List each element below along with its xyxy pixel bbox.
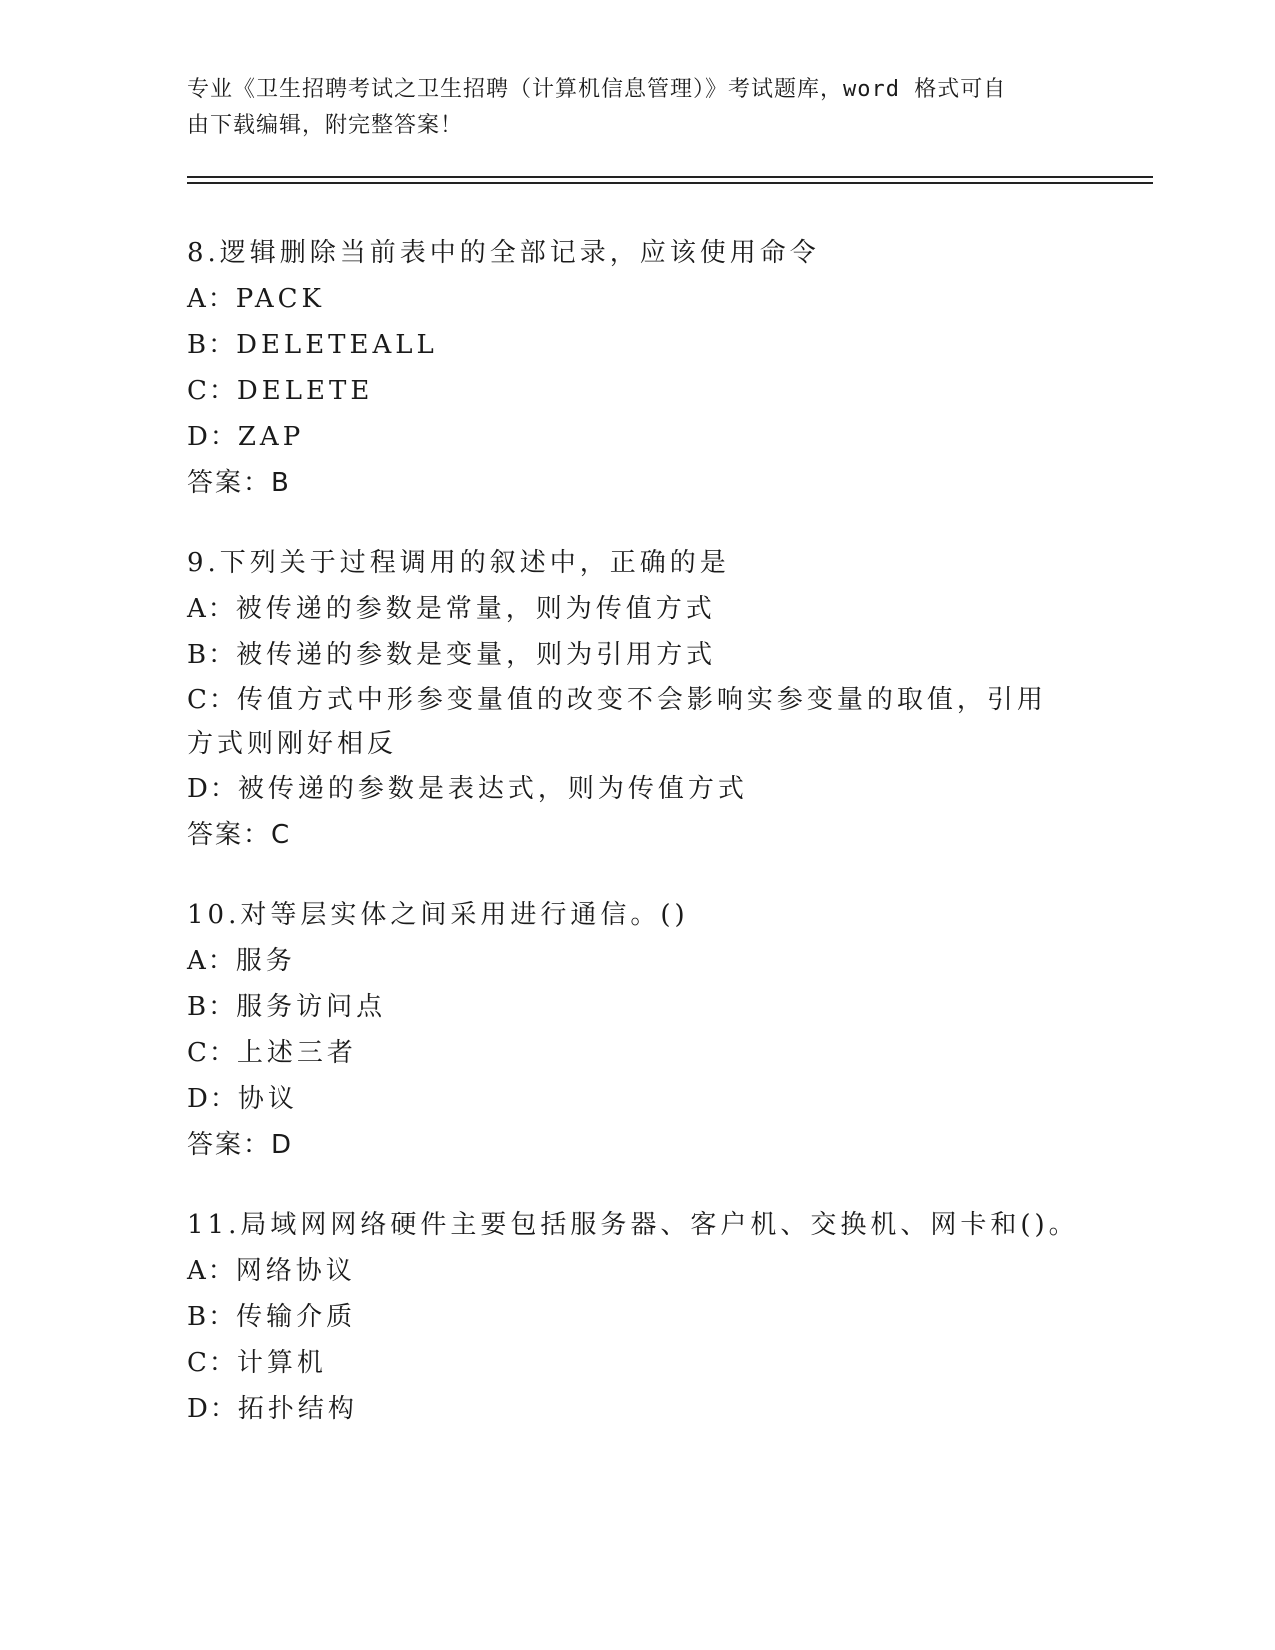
option-a xyxy=(187,938,1087,984)
option-d xyxy=(187,766,1087,812)
option-key: A： xyxy=(187,1256,236,1286)
option-text: 被传递的参数是常量，则为传值方式 xyxy=(235,594,716,624)
option-text: DELETE xyxy=(236,376,374,406)
question-10 xyxy=(187,892,1087,1168)
option-text: 协议 xyxy=(237,1084,298,1114)
question-stem: 10.对等层实体之间采用进行通信。() xyxy=(187,900,689,930)
option-text: 网络协议 xyxy=(235,1256,356,1286)
option-text: 计算机 xyxy=(236,1348,327,1378)
option-key: C： xyxy=(187,1348,237,1378)
header-line-1: 专业《卫生招聘考试之卫生招聘（计算机信息管理）》考试题库，word 格式可自 xyxy=(187,77,1007,102)
option-text: DELETEALL xyxy=(236,330,438,360)
question-8 xyxy=(187,230,1087,506)
option-text: 被传递的参数是变量，则为引用方式 xyxy=(236,640,717,670)
question-stem: 8.逻辑删除当前表中的全部记录，应该使用命令 xyxy=(187,238,820,268)
option-key: A： xyxy=(187,284,236,314)
option-d xyxy=(187,414,1087,460)
option-text: 上述三者 xyxy=(236,1038,357,1068)
option-key: D： xyxy=(187,1394,238,1424)
option-text: 服务访问点 xyxy=(236,992,387,1022)
option-key: A： xyxy=(187,946,236,976)
question-11 xyxy=(187,1202,1087,1432)
option-d xyxy=(187,1386,1087,1432)
option-c xyxy=(187,1030,1087,1076)
option-a xyxy=(187,1248,1087,1294)
option-a xyxy=(187,586,1087,632)
option-c xyxy=(187,1340,1087,1386)
option-key: B： xyxy=(187,992,237,1022)
option-text: ZAP xyxy=(237,422,305,452)
question-stem: 9.下列关于过程调用的叙述中，正确的是 xyxy=(187,548,730,578)
header-divider-bottom xyxy=(187,182,1153,184)
option-text: 传输介质 xyxy=(236,1302,357,1332)
option-text: PACK xyxy=(235,284,325,314)
option-key: D： xyxy=(187,422,238,452)
answer-line: 答案：C xyxy=(187,820,292,850)
option-key: B： xyxy=(187,330,237,360)
option-key: B： xyxy=(187,1302,237,1332)
option-text: 传值方式中形参变量值的改变不会影响实参变量的取值，引用方式则刚好相反 xyxy=(187,685,1047,759)
answer-line: 答案：B xyxy=(187,468,291,498)
option-a xyxy=(187,276,1087,322)
header-divider-top xyxy=(187,176,1153,178)
option-key: C： xyxy=(187,1038,237,1068)
option-b xyxy=(187,632,1087,678)
option-key: C： xyxy=(187,376,237,406)
option-key: D： xyxy=(187,774,238,804)
option-d xyxy=(187,1076,1087,1122)
option-b xyxy=(187,1294,1087,1340)
option-text: 被传递的参数是表达式，则为传值方式 xyxy=(237,774,748,804)
option-key: D： xyxy=(187,1084,238,1114)
option-b xyxy=(187,322,1087,368)
answer-line: 答案：D xyxy=(187,1130,294,1160)
option-text: 服务 xyxy=(235,946,296,976)
option-key: C： xyxy=(187,685,237,715)
option-text: 拓扑结构 xyxy=(237,1394,358,1424)
document-header xyxy=(187,72,1087,144)
question-9 xyxy=(187,540,1087,858)
option-c xyxy=(187,368,1087,414)
option-b xyxy=(187,984,1087,1030)
option-key: B： xyxy=(187,640,237,670)
question-list xyxy=(187,230,1087,1466)
option-c xyxy=(187,678,1047,766)
question-stem: 11.局域网网络硬件主要包括服务器、客户机、交换机、网卡和()。 xyxy=(187,1210,1079,1240)
option-key: A： xyxy=(187,594,236,624)
header-line-2: 由下载编辑，附完整答案！ xyxy=(187,113,464,138)
